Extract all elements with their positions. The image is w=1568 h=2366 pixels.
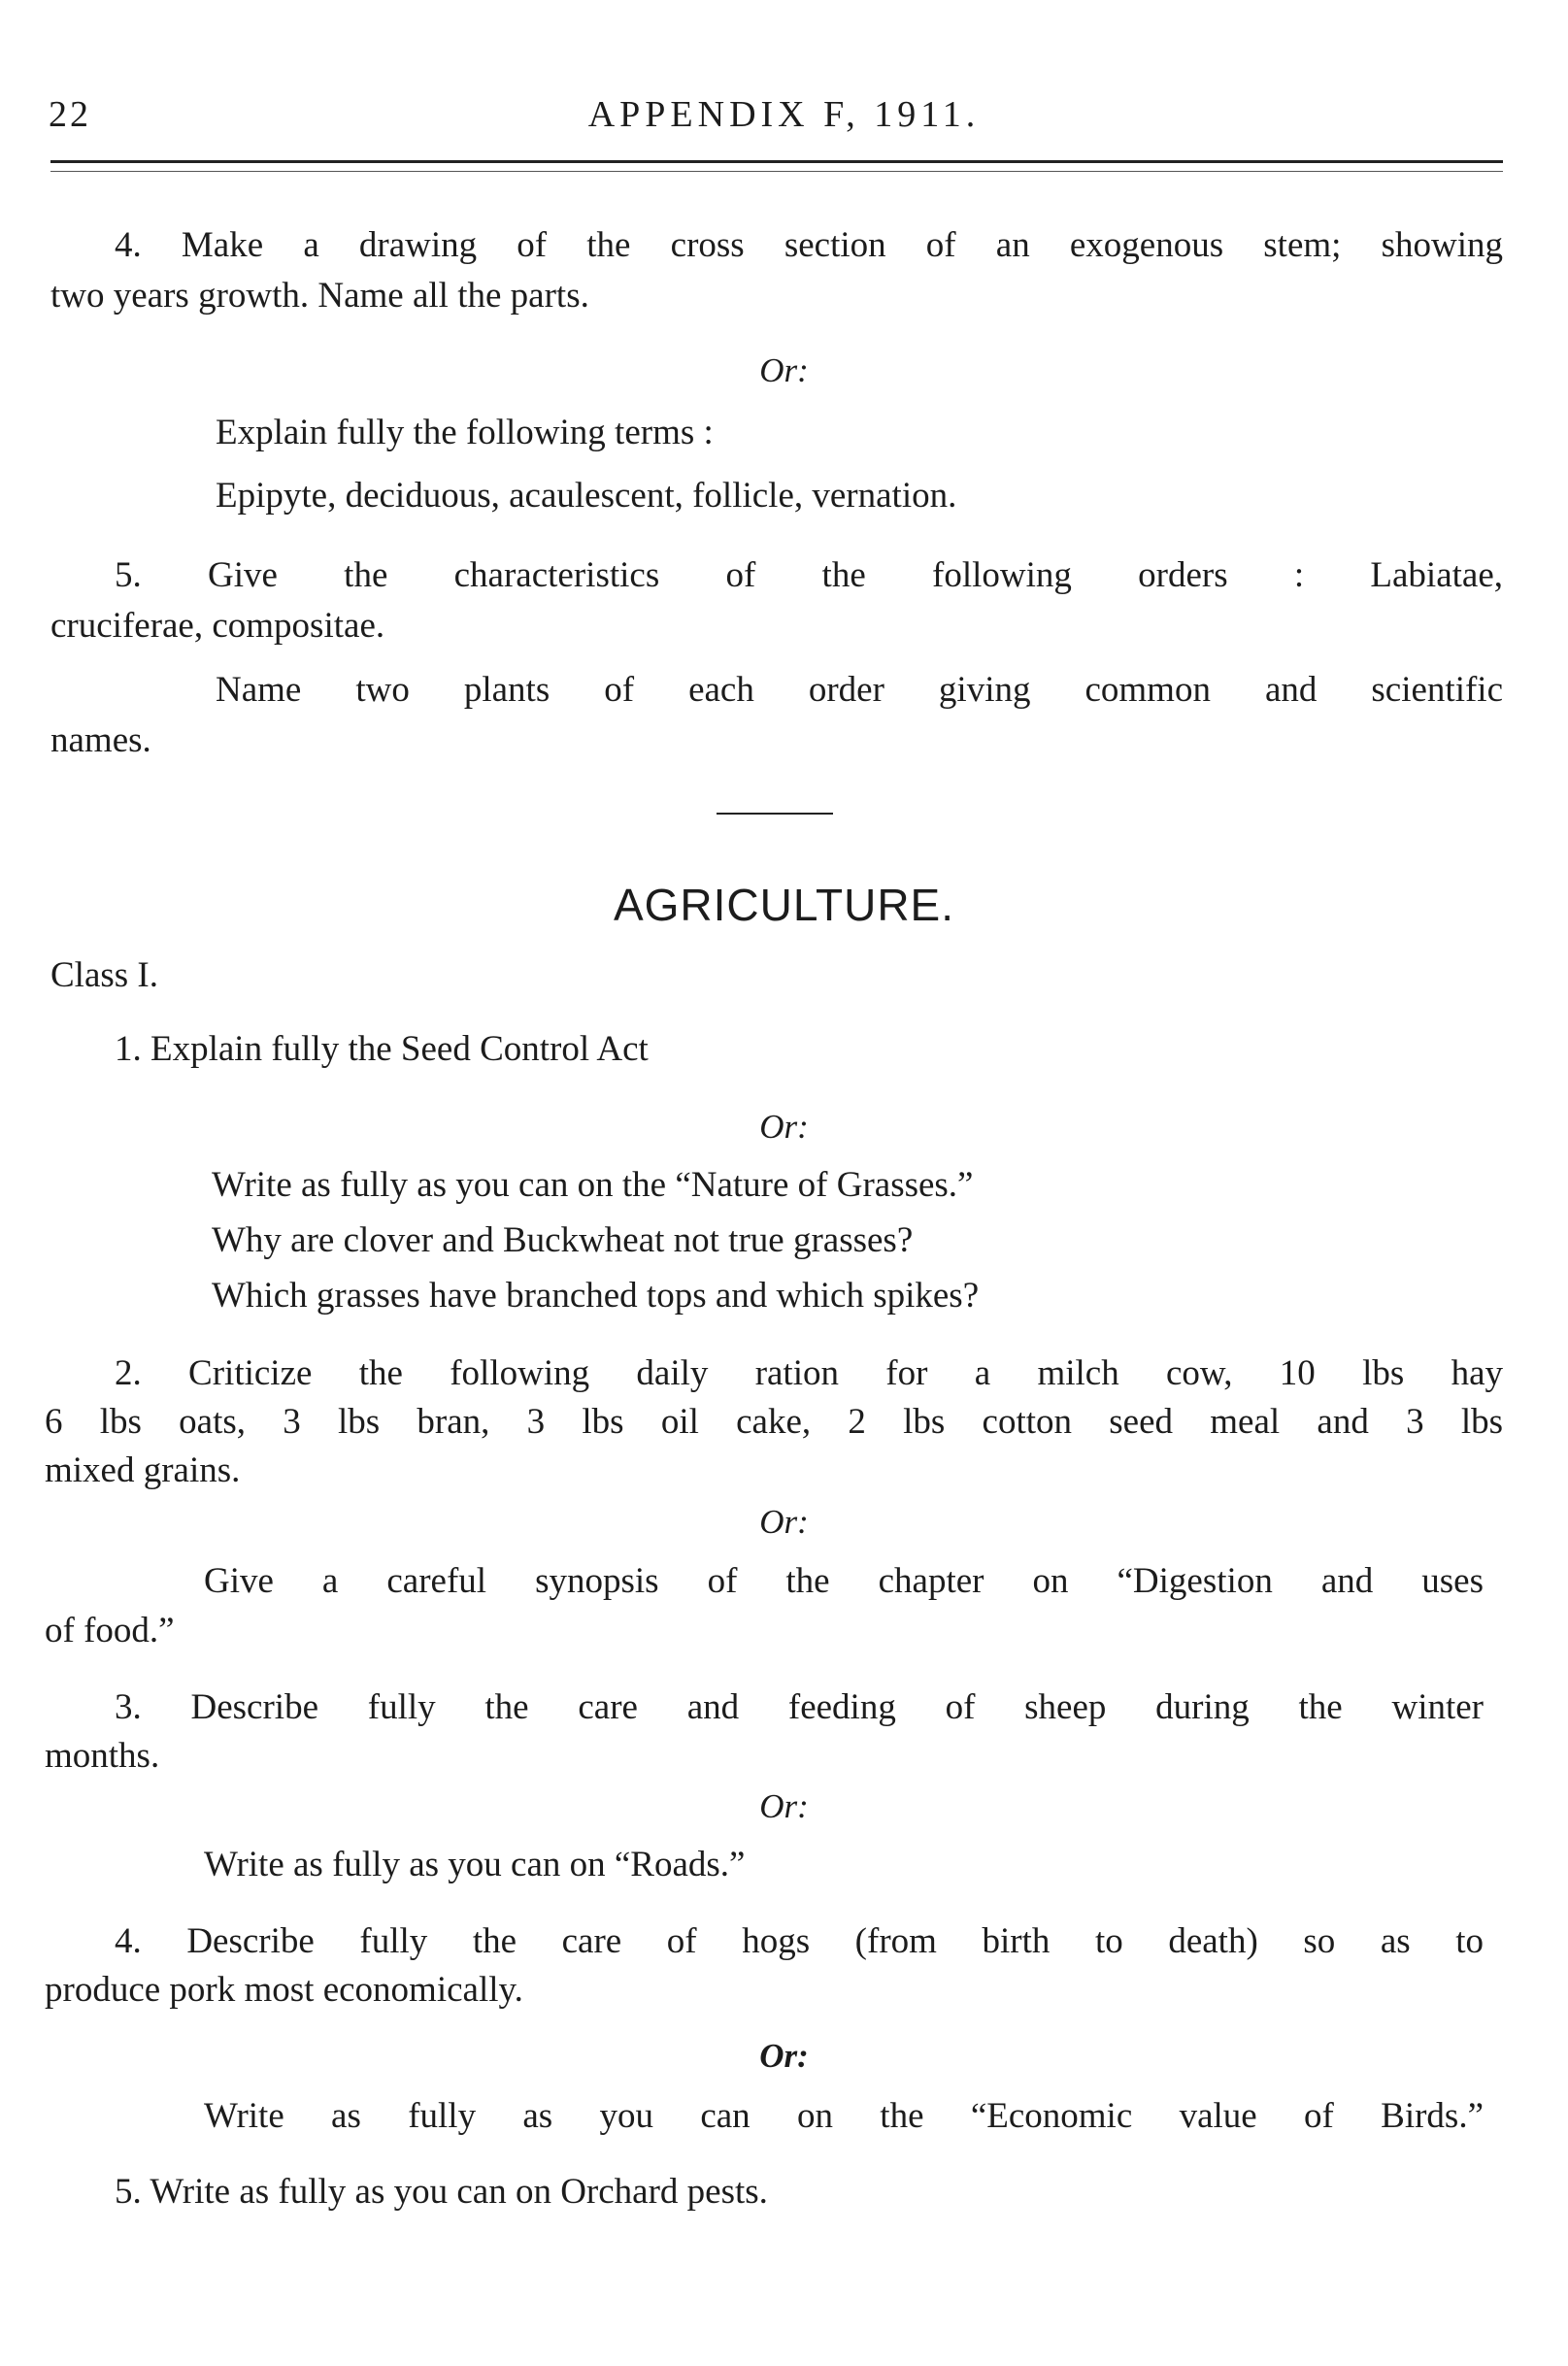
agri-q4-alt-line1: Write as fully as you can on the “Economic value of Birds.”: [204, 2096, 1484, 2136]
botany-q5-line3: Name two plants of each order giving common and scientific: [216, 670, 1503, 710]
botany-q5-line2: cruciferae, compositae.: [50, 606, 385, 646]
botany-q4-alt-line1: Explain fully the following terms :: [216, 413, 714, 452]
botany-q5-line4: names.: [50, 720, 151, 760]
agri-q2-line2: 6 lbs oats, 3 lbs bran, 3 lbs oil cake, 2 lbs cotton seed meal and 3 lbs: [45, 1402, 1503, 1442]
class-label: Class I.: [50, 955, 158, 995]
agri-q4-or: Or:: [759, 2037, 809, 2075]
botany-q4-alt-line2: Epipyte, deciduous, acaulescent, follicle, vernation.: [216, 476, 957, 516]
agri-q2-or: Or:: [759, 1503, 809, 1541]
section-heading: AGRICULTURE.: [613, 880, 955, 930]
page-number: 22: [49, 94, 91, 135]
running-title: APPENDIX F, 1911.: [587, 94, 981, 135]
header-rule-thin: [50, 171, 1503, 172]
header-rule-thick: [50, 160, 1503, 163]
agri-q2-line3: mixed grains.: [45, 1450, 241, 1490]
agri-q2-alt-line1: Give a careful synopsis of the chapter on “Digestion and uses: [204, 1561, 1484, 1601]
agri-q4-line2: produce pork most economically.: [45, 1970, 523, 2010]
agri-q3-line2: months.: [45, 1736, 160, 1776]
agri-q3-line1: 3. Describe fully the care and feeding of sheep during the winter: [115, 1687, 1484, 1727]
agri-q1-or: Or:: [759, 1108, 809, 1146]
agri-q3-or: Or:: [759, 1787, 809, 1825]
agri-q1-alt-line1: Write as fully as you can on the “Nature of Grasses.”: [212, 1165, 974, 1205]
botany-q4-or: Or:: [759, 351, 809, 389]
botany-q5-line1: 5. Give the characteristics of the following orders : Labiatae,: [115, 555, 1503, 595]
agri-q1-line1: 1. Explain fully the Seed Control Act: [115, 1029, 649, 1069]
agri-q4-line1: 4. Describe fully the care of hogs (from birth to death) so as to: [115, 1921, 1484, 1961]
section-separator: [717, 813, 833, 815]
botany-q4-line2: two years growth. Name all the parts.: [50, 276, 589, 316]
agri-q5-line1: 5. Write as fully as you can on Orchard pests.: [115, 2172, 768, 2212]
agri-q2-line1: 2. Criticize the following daily ration for a milch cow, 10 lbs hay: [115, 1353, 1503, 1393]
agri-q2-alt-line2: of food.”: [45, 1611, 175, 1650]
agri-q1-alt-line2: Why are clover and Buckwheat not true grasses?: [212, 1220, 914, 1260]
agri-q3-alt-line1: Write as fully as you can on “Roads.”: [204, 1845, 746, 1884]
agri-q1-alt-line3: Which grasses have branched tops and which spikes?: [212, 1276, 980, 1316]
botany-q4-line1: 4. Make a drawing of the cross section of an exogenous stem; showing: [115, 225, 1503, 265]
